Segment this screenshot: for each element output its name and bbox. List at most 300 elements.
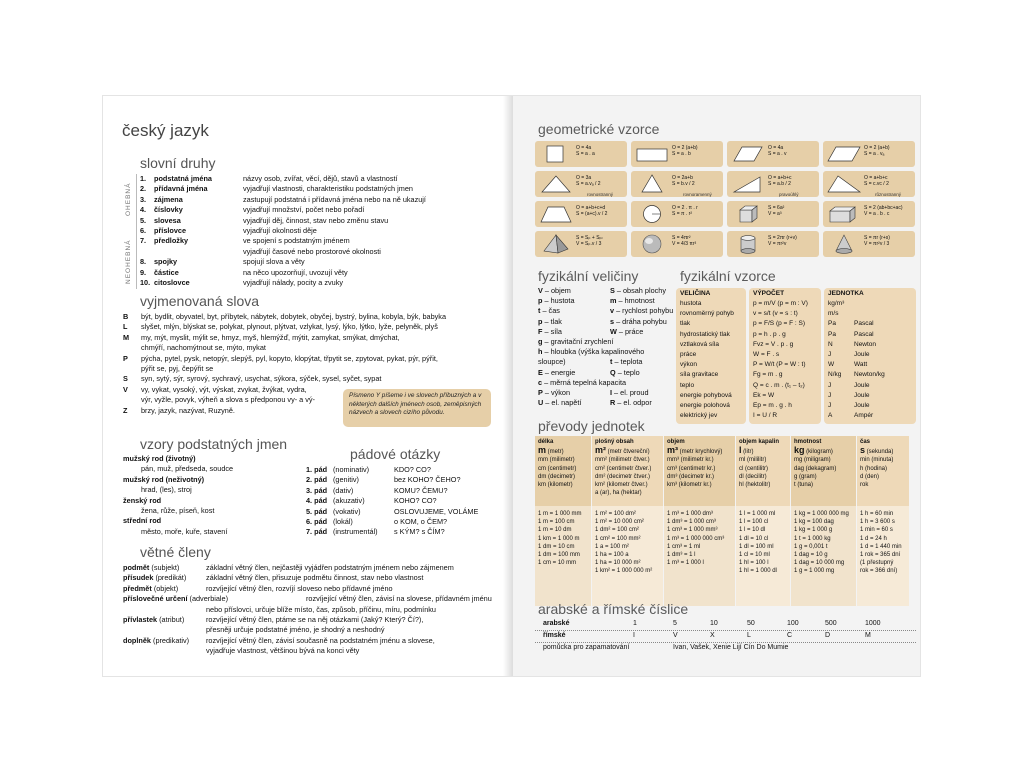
base-unit-symbol: m³ [667,445,678,456]
roman-numeral: I [633,632,635,639]
quantity-name: – gravitační zrychlení [542,337,614,346]
fz-formula: v = s/t (v = s : t) [753,310,798,318]
sentence-member-description: vyjadřuje vlastnost, většinou bývá na konci věty [206,646,360,656]
quantity-row [538,286,683,296]
fz-header: VELIČINA [680,290,711,297]
word-class-name: příslovce [154,226,187,235]
conversion-line: 1 m³ = 1 000 000 cm³ [667,535,725,542]
case-row [306,475,506,485]
fz-quantity: energie polohová [680,402,730,409]
geometry-formula-cell [535,141,627,167]
conversion-body [857,506,909,606]
conversion-body [664,506,735,606]
formula-line: S = b.v / 2 [672,181,695,187]
arabic-numeral: 5 [673,620,677,627]
formula-line: S = a . v [768,151,787,157]
conversion-head [857,436,909,506]
right-page [513,96,921,677]
quantity-item [538,296,575,305]
quantity-item [538,347,644,356]
geometry-formula-cell [727,231,819,257]
geometry-formula-cell [823,141,915,167]
listed-words-letter: P [123,353,128,363]
case-number: 1. pád [306,465,328,474]
geometry-formula-text [576,175,601,187]
word-class-name: předložky [154,236,189,246]
formula-line: V = a . b . c [864,211,890,217]
listed-words-letter: Z [123,405,128,415]
roman-numeral: D [825,632,831,639]
word-class-row [140,216,500,226]
sentence-member-row [123,646,503,656]
fz-unit-symbol: W [828,361,835,369]
listed-words-row [123,343,503,353]
sentence-member-description: rozvíjející větný člen, závisí současně na podstatném jménu a slovese, [206,635,435,645]
geometry-formula-cell [535,171,627,197]
word-class-description: vyjadřují okolnosti děje [243,226,317,235]
section-heading-padove: pádové otázky [350,446,441,462]
fz-formula: p = m/V (p = m : V) [753,300,808,307]
numerals-mnemonic-row [535,644,916,655]
quantity-name: – hmotnost [616,296,655,306]
sub-unit: g (gram) [794,473,817,480]
shape-caption: pravoúhlý [779,192,799,197]
quantity-name: – čas [540,306,560,316]
quantity-symbol: S [610,286,615,295]
section-heading-fyzikalni-veliciny: fyzikální veličiny [538,268,639,284]
geometry-formula-text [672,145,698,157]
word-class-description: vyjadřují vlastnosti, charakteristiku podstatných jmen [243,184,413,194]
conversion-quantity: plošný obsah [595,439,634,445]
word-class-number: 4. [140,205,147,215]
fz-unit-name: Pascal [854,330,874,338]
sub-unit: d (den) [860,473,880,480]
fz-header: JEDNOTKA [828,290,864,297]
noun-pattern-words: pán, muž, předseda, soudce [141,464,234,474]
conversion-line: 1 kg = 1 000 g [794,527,833,534]
fz-unit-symbol: kg/m³ [828,300,845,307]
geometry-formula-cell [535,231,627,257]
left-page [103,96,512,677]
case-question: s KÝM? s ČÍM? [394,527,445,537]
arabic-numeral: 50 [747,620,755,627]
case-number: 2. pád [306,475,328,485]
sentence-member-row [123,563,503,573]
quantity-name: – objem [542,286,571,295]
listed-words-letter: B [123,312,129,321]
fz-formula: Q = c . m . (t₁ – t₂) [753,381,805,389]
word-class-name: zájmena [154,194,183,204]
conversion-head [736,436,790,506]
conversion-line: 1 m³ = 1 000 dm³ [667,511,713,517]
quantity-symbol: Q [610,367,616,377]
listed-words-text: vy, vykat, vysoký, výt, výskat, zvykat, žvýkat, vydra, [141,384,307,394]
fz-quantity: rovnoměrný pohyb [680,310,734,318]
word-class-description: spojují slova a věty [243,257,305,267]
sub-unit: km² (kilometr čtver.) [595,482,648,489]
word-class-name: spojky [154,257,178,267]
fz-unit-symbol: N/kg [828,371,842,379]
quantity-name: – dráha pohybu [614,316,667,326]
case-number: 5. pád [306,506,328,516]
formula-line: O = 2a+b [672,175,693,181]
case-question: KOMU? ČEMU? [394,485,448,495]
case-row [306,465,506,475]
sentence-member-latin: (subjekt) [149,563,180,572]
listed-words-text: my, mýt, myslit, mýlit se, hmyz, myš, hlemýžď, mýtit, zamykat, smýkat, dmýchat, [141,332,400,342]
sentence-member-latin: (predikát) [153,573,187,583]
base-unit-symbol: kg [794,445,805,456]
fz-formula: I = U / R [753,412,778,420]
conversion-head [535,436,591,506]
geometry-formula-text [672,205,698,217]
fz-quantity: energie pohybová [680,391,732,399]
word-class-number: 10. [140,278,151,287]
conversion-body [535,506,591,606]
quantity-item [610,317,667,326]
geometry-formula-text [864,145,890,157]
fz-unit-name: Watt [854,361,868,369]
quantity-row [538,347,683,357]
case-latin: (vokativ) [333,506,361,516]
conversion-line: 1 dm² = 100 cm² [595,527,639,534]
quantity-row [538,317,683,327]
sentence-member-row [123,584,503,594]
formula-line: O = 4a [768,145,784,151]
sub-unit: min (minuta) [860,457,894,464]
numerals-row-arabic [535,620,916,631]
word-class-name: slovesa [154,215,181,225]
sub-unit: dm (decimetr) [538,473,576,480]
formula-line: O = 3a [576,175,592,181]
noun-gender-label: mužský rod (neživotný) [123,474,205,484]
listed-words-text: slyšet, mlýn, blýskat se, polykat, plynout, plýtvat, vzlykat, lysý, lýko, lýtko, lyže, pelyněk, plyš [141,322,438,332]
fz-unit-symbol: N [828,340,833,348]
conversion-line: 1 l = 100 cl [739,519,769,526]
word-class-row [140,226,500,236]
quantity-row [538,327,683,337]
word-class-number: 3. [140,194,147,204]
listed-words-row [123,312,503,322]
sub-unit: a (ar), ha (hektar) [595,490,642,497]
formula-line: V = πr²v / 3 [864,241,890,247]
case-latin: (lokál) [333,517,353,526]
sentence-member-description: rozvíjející větný člen, závisí na slovese, přídavném jménu [306,594,492,604]
conversion-line: 1 hl = 100 l [739,560,769,567]
square-icon [538,144,574,164]
formula-line: S = c.vc / 2 [864,181,889,187]
arabic-numeral: 500 [825,620,837,627]
conversion-quantity: hmotnost [794,439,822,445]
listed-words-letter: M [123,332,130,342]
case-latin: (instrumentál) [333,527,378,537]
quantity-symbol: c [538,377,543,387]
shape-caption: různostranný [875,192,902,197]
sub-unit: h (hodina) [860,465,888,472]
sentence-member-term: podmět [123,563,150,572]
triangle-gen-icon [826,174,862,194]
cone-icon [826,234,862,254]
sub-unit: cm (centimetr) [538,465,577,472]
fz-column-jednotka [824,288,916,424]
formula-line: V = πr²v [768,241,787,247]
sphere-icon [634,234,670,254]
sentence-member-latin: (adverbiale) [187,594,229,604]
section-heading-vetne: větné členy [140,544,211,560]
formula-line: S = 4πr² [672,235,691,241]
formula-line: O = a+b+c [768,175,792,181]
conversion-body [791,506,856,606]
geometry-formula-text [768,175,792,187]
quantity-item [610,398,652,407]
word-class-row [140,205,500,215]
rectangle-icon [634,144,670,164]
noun-gender-label: mužský rod (životný) [123,454,196,463]
quantity-item [610,306,673,315]
roman-numeral: V [673,632,678,639]
sentence-member-term: příslovečné určení [123,594,188,604]
word-class-description: názvy osob, zvířat, věcí, dějů, stavů a vlastností [243,174,398,183]
geometry-formula-text [768,145,786,157]
fz-unit-name: Newton [854,340,877,348]
word-class-number: 2. [140,184,147,194]
fz-formula: p = h . p . g [753,330,786,338]
geometry-formula-cell [631,231,723,257]
triangle-icon [538,174,574,194]
sub-unit: dag (dekagram) [794,465,837,472]
geometry-formula-text [864,235,890,247]
conversion-quantity: objem kapalin [739,439,780,445]
quantity-name: – teplo [615,367,640,377]
quantity-name: – el. napětí [543,398,582,408]
quantity-name: – teplota [612,357,643,367]
quantity-item [538,398,581,407]
case-latin: (nominativ) [333,465,370,474]
quantity-name: – tlak [542,316,562,326]
circle-icon [634,204,670,224]
fz-unit-name: Ampér [854,412,874,420]
geometry-formula-cell [631,201,723,227]
word-class-description: vyjadřují množství, počet nebo pořadí [243,205,365,215]
fz-unit-name: Joule [854,402,870,409]
case-question: bez KOHO? ČEHO? [394,475,461,485]
conversion-line: 1 t = 1 000 kg [794,535,831,542]
noun-pattern-words: žena, růže, píseň, kost [141,506,215,515]
fz-unit-symbol: J [828,381,832,389]
fz-unit-symbol: J [828,402,832,409]
quantity-symbol: P [538,388,543,397]
base-unit-symbol: m [538,445,547,456]
sub-unit: ml (mililitr) [739,457,767,464]
formula-line: S = a.b / 2 [768,181,791,187]
sentence-member-row [123,636,503,646]
formula-line: V = Sₚ.v / 3 [576,241,602,247]
trapezoid-icon [538,204,574,224]
quantity-symbol: W [610,326,617,336]
listed-words-row [123,322,503,332]
formula-line: O = 2 (a+b) [672,145,698,151]
fz-formula: Fg = m . g [753,371,783,379]
quantity-item [538,317,562,326]
sub-unit: km (kilometr) [538,482,573,489]
case-number: 7. pád [306,527,328,537]
fz-quantity: síla gravitace [680,371,719,379]
conversion-line: 1 cm³ = 1 000 mm³ [667,527,718,534]
fz-quantity: hustota [680,300,702,307]
quantity-name: – hustota [542,296,575,306]
geometry-formula-cell [727,141,819,167]
conversion-line: 1 rok = 365 dní [860,552,901,559]
quantity-symbol: R [610,398,616,408]
sentence-member-description: přesněji určuje podstatné jméno, je shodný a neshodný [206,625,385,635]
base-unit-name: (litr) [741,449,754,456]
formula-line: O = 2 . π . r [672,205,698,211]
word-class-row [140,268,500,278]
formula-line: S = πr (r+s) [864,235,890,241]
fz-formula: Ek = W [753,391,775,399]
sentence-member-term: doplněk [123,635,151,645]
numerals-label: římské [543,632,566,639]
conversion-line: 1 dag = 10 g [794,552,828,559]
parallelogram-icon [826,144,862,164]
geometry-formula-cell [727,201,819,227]
sentence-member-latin: (objekt) [151,583,179,593]
geometry-formula-text [864,205,903,217]
noun-gender-label: ženský rod [123,495,162,505]
fz-quantity: elektrický jev [680,412,718,420]
quantity-item [538,306,560,315]
sentence-member-term: přísudek [123,573,154,583]
conversion-quantity: čas [860,439,871,445]
word-class-name: číslovky [154,205,183,215]
formula-line: S = 6a² [768,205,785,211]
quantity-symbol: U [538,398,544,408]
listed-words-letter: L [123,322,128,332]
base-unit-name: (kilogram) [804,449,833,456]
pyramid-icon [538,234,574,254]
conversion-column [736,436,790,606]
sentence-member-description: nebo příslovci, určuje blíže místo, čas, způsob, příčinu, míru, podmínku [206,604,436,614]
listed-words-row [123,333,503,343]
word-class-name: podstatná jména [154,174,212,183]
conversion-line: 1 l = 1 000 ml [739,511,776,517]
sub-unit: mg (miligram) [794,457,831,464]
geometry-formula-text [672,235,696,247]
fz-quantity: výkon [680,361,697,369]
word-class-number: 7. [140,236,147,246]
sub-unit: dm² (decimetr čtver.) [595,473,651,480]
geometry-formula-cell [823,171,915,197]
conversion-quantity: objem [667,439,685,445]
conversion-base-unit [794,446,853,456]
conversion-base-unit [860,446,906,456]
formula-line: S = a . vₐ [864,151,885,157]
conversion-line: 1 hl = 1 000 dl [739,568,777,575]
word-class-number: 9. [140,267,147,277]
word-class-row [140,184,500,194]
formula-line: S = 2 (ab+bc+ac) [864,205,903,211]
fz-unit-symbol: Pa [828,320,836,328]
conversion-line: 1 cm² = 100 mm² [595,535,641,542]
conversion-column [664,436,735,606]
base-unit-symbol: l [739,445,742,456]
numerals-label: arabské [543,620,570,627]
sub-unit: cm³ (centimetr kr.) [667,465,716,472]
section-heading-prevody: převody jednotek [538,418,645,434]
conversion-line: 1 g = 1 000 mg [794,568,835,575]
fz-unit-name: Joule [854,381,870,389]
word-class-row [140,247,500,257]
sentence-member-description: základní větný člen, přisuzuje podmětu činnost, stav nebo vlastnost [206,573,424,583]
sentence-member-term: předmět [123,583,152,593]
word-class-row [140,195,500,205]
sentence-member-name [123,573,186,582]
fz-formula: P = W/t (P = W : t) [753,361,806,369]
quantity-row [538,368,683,378]
fz-unit-symbol: J [828,391,832,399]
formula-line: V = a³ [768,211,782,217]
geometry-formula-text [672,175,695,187]
quantity-name: – síla [542,326,562,336]
sentence-member-name [123,584,178,593]
sub-unit: dl (decilitr) [739,473,767,480]
sentence-member-term: přívlastek [123,615,158,624]
conversion-line: 1 kg = 100 dag [794,519,834,526]
quantity-name: – měrná tepelná kapacita [542,377,627,387]
cube-icon [730,204,766,224]
sentence-member-description: rozvíjející větný člen, ptáme se na něj otázkami (Jaký? Který? Čí?), [206,615,424,624]
sub-unit: km³ (kilometr kr.) [667,482,712,489]
group-label-neohebna: NEOHEBNÁ [125,239,132,284]
conversion-base-unit [739,446,787,456]
formula-line: S = π . r² [672,211,692,217]
listed-words-text: chmýří, nachomýtnout se, mýto, mykat [141,343,266,353]
section-heading-vzory: vzory podstatných jmen [140,436,288,452]
quantity-item [538,337,613,346]
conversion-body [592,506,663,606]
conversion-line: 1 cm³ = 1 ml [667,543,701,550]
conversion-column [791,436,856,606]
quantity-name: – rychlost pohybu [614,306,674,316]
geometry-formula-cell [631,141,723,167]
conversion-body [736,506,790,606]
quantity-symbol: v [610,306,615,316]
mnemonic-label: pomůcka pro zapamatování [543,644,630,651]
rhombus-icon [730,144,766,164]
sentence-member-row [123,573,503,583]
quantity-row [538,357,683,367]
triangle-iso-icon [634,174,670,194]
case-question: o KOM, o ČEM? [394,517,448,526]
arabic-numeral: 1 [633,620,637,627]
quantity-item [610,327,643,336]
quantity-symbol: p [538,296,543,306]
roman-numeral: M [865,632,871,639]
sub-unit: mm² (milimetr čtver.) [595,457,650,464]
quantity-name: – obsah plochy [614,286,666,295]
case-number: 4. pád [306,496,328,506]
sentence-member-name [123,594,228,603]
triangle-right-icon [730,174,766,194]
quantity-item [610,286,666,295]
listed-words-letter: V [123,384,128,394]
formula-line: S = a.vₐ / 2 [576,181,601,187]
case-row [306,527,506,537]
word-class-name: přídavná jména [154,184,208,194]
conversion-line: 1 km² = 1 000 000 m² [595,568,653,575]
fz-formula: W = F . s [753,351,780,358]
conversion-line: 1 dm³ = 1 l [667,552,696,559]
